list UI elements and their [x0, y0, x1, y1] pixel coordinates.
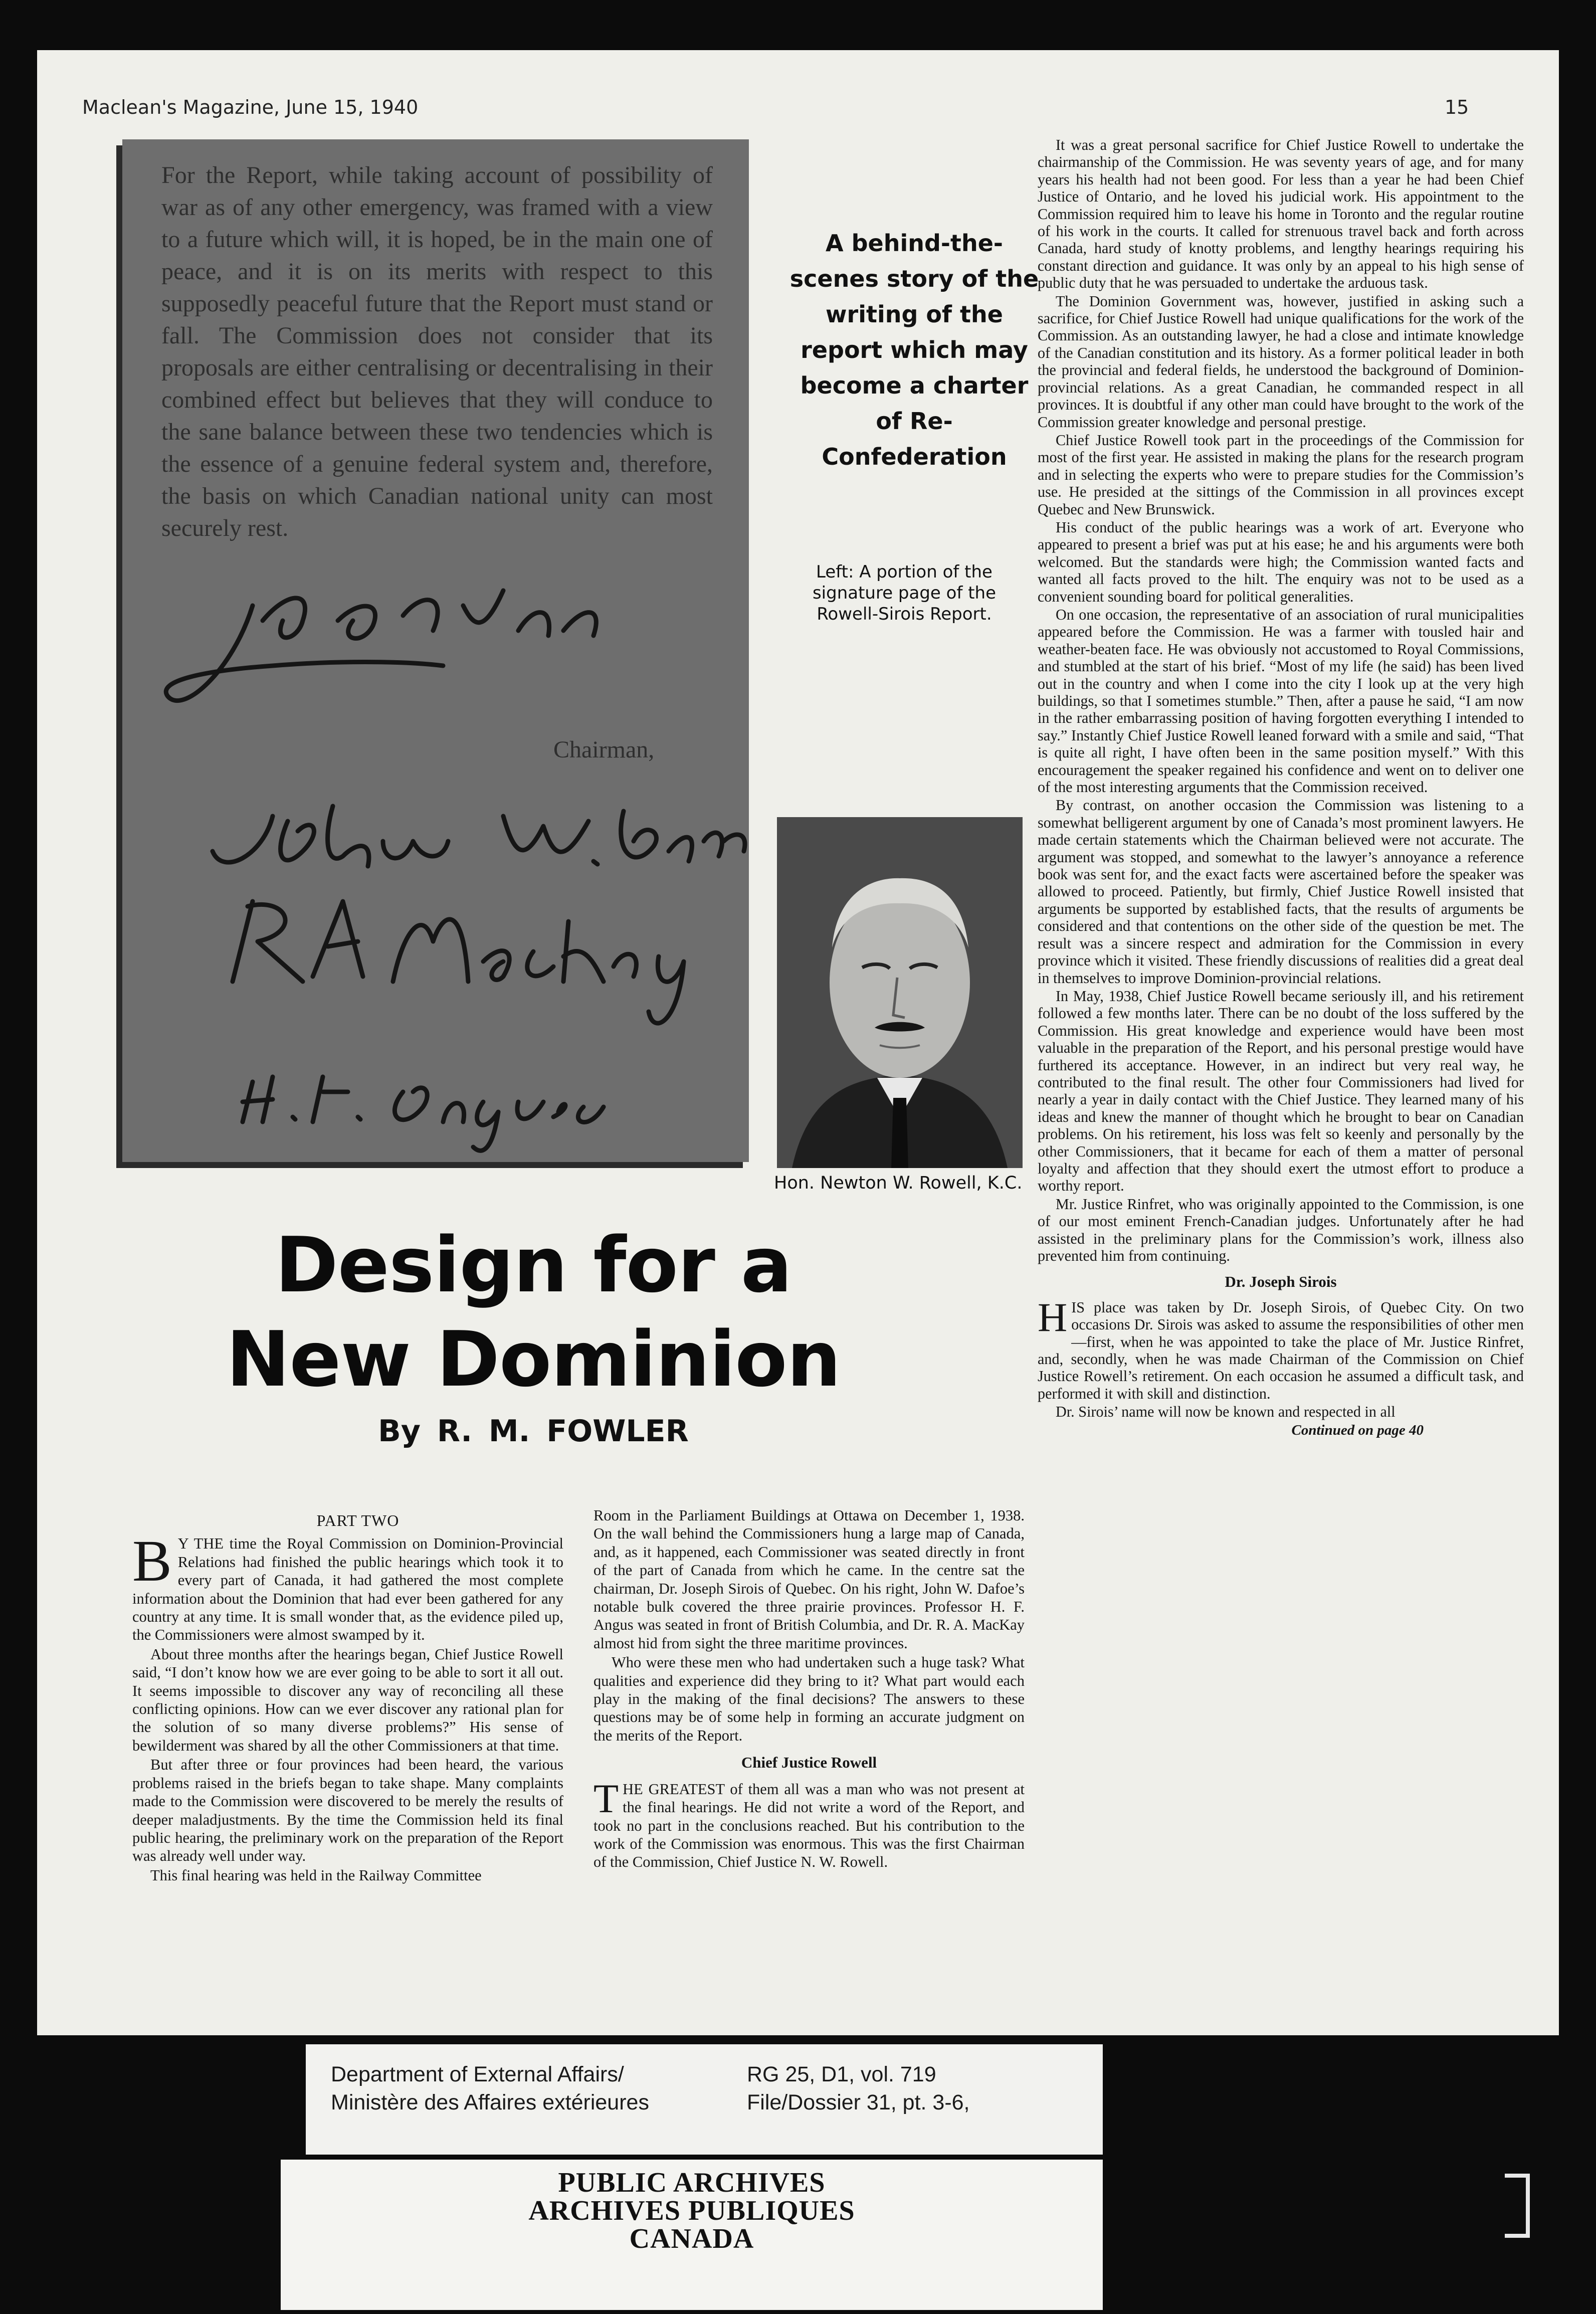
subhead-rowell: Chief Justice Rowell [741, 1754, 877, 1772]
paragraph: But after three or four provinces had been heard, the various problems raised in the briefs began to take shape. Many complaints made to the Commission were discovered to be merely the results of deeper maladjustments. By the time the Commission held its final public hearing, the preliminary work on the preparation of the Report was already well under way. [132, 1756, 563, 1865]
headline [117, 1218, 949, 1407]
paragraph: By contrast, on another occasion the Commission was listening to a somewhat belligerent argument by one of Canada’s most prominent lawyers. He made certain statements which the Chairman believed were not accurate. The argument was stopped, and somewhat to the lawyer’s annoyance a reference book was sent for, and the exact facts were ascertained before the speaker was allowed to proceed. Patiently, but firmly, Chief Justice Rowell insisted that arguments be supported by established facts, that the results of arguments be considered and that contentions on the other side of the question be met. The result was a sincere respect and admiration for the Commission in every province which it visited. These friendly discussions of realities did a great deal in themselves to improve Dominion-provincial relations. [1038, 797, 1524, 987]
ref-volume: RG 25, D1, vol. 719 [747, 2062, 936, 2086]
paragraph: Dr. Sirois’ name will now be known and respected in all [1056, 1403, 1395, 1421]
paragraph: In May, 1938, Chief Justice Rowell became seriously ill, and his retirement followed a few months later. There can be no doubt of the loss suffered by the Commission. His great knowledge and experience would have been most valuable in the preparation of the Report, and his personal prestige would have furthered its acceptance. However, in an indirect but very real way, he contributed to the final result. The other four Commissioners had lived for nearly a year in daily contact with the Chief Justice. They learned many of his ideas and knew the manner of thought which he brought to bear on Canadian problems. On his retirement, his loss was felt so keenly and personally by the other Commissioners, that it became for each of them a matter of personal loyalty and affection that they should exert the utmost effort to produce a worthy report. [1038, 987, 1524, 1195]
dept-en: Department of External Affairs/ [331, 2062, 624, 2086]
archives-line-1: PUBLIC ARCHIVES [558, 2167, 826, 2198]
subhead-sirois: Dr. Joseph Sirois [1225, 1273, 1337, 1291]
drop-cap: T [593, 1775, 619, 1821]
archives-label [281, 2160, 1103, 2310]
paragraph: The Dominion Government was, however, justified in asking such a sacrifice, for Chief Justice Rowell had unique qualifications for the work of the Commission. As an outstanding lawyer, he had a close and intimate knowledge of the Canadian constitution and its history. As a former political leader in both the provincial and federal fields, he understood the background of Dominion-provincial relations. As a great Canadian, he commanded respect in all provinces. It is doubtful if any other man could have brought to the work of the Commission greater knowledge and personal prestige. [1038, 292, 1524, 431]
paragraph: HIS place was taken by Dr. Joseph Sirois, of Quebec City. On two occasions Dr. Sirois was asked to assume the responsibilities of other men—first, when he was appointed to take the place of Mr. Justice Rinfret, and, secondly, when he was made Chairman of the Commission on Chief Justice Rowell’s retirement. On each occasion he assumed a difficult task, and performed it with skill and distinction. [1038, 1294, 1524, 1402]
corner-frame-mark-icon [1499, 2171, 1534, 2241]
headline-line-1: Design for a [275, 1221, 792, 1309]
magazine-page [37, 50, 1559, 2035]
running-header: Maclean's Magazine, June 15, 1940 [82, 96, 419, 118]
paragraph: This final hearing was held in the Railway Committee [150, 1866, 482, 1884]
chairman-label: Chairman, [553, 736, 655, 763]
paragraph: Chief Justice Rowell took part in the proceedings of the Commission for most of the first year. He assisted in making the plans for the research program and in selecting the experts who were to prepare studies for the Commission’s use. He presided at the sittings of the Commission in all provinces except Quebec and New Brunswick. [1038, 431, 1524, 518]
report-excerpt: For the Report, while taking account of possibility of war as of any other emergency, was framed with a view to a future which will, it is hoped, be in the main one of peace, and it is on its merits with respect to this supposedly peaceful future that the Report must stand or fall. The Commission does not consider that its proposals are either centralising or decentralising in their combined effect but believes that they will conduce to the sane balance between these two tendencies which is the essence of a genuine federal system and, therefore, the basis on which Canadian national unity can most securely rest. [161, 162, 713, 541]
dept-fr: Ministère des Affaires extérieures [331, 2090, 649, 2114]
paragraph: His conduct of the public hearings was a work of art. Everyone who appeared to present a brief was put at his ease; he and his arguments were both welcomed. But the standards were high; the Commission wanted facts and wanted all facts proved to the hilt. The enquiry was not to be used as a convenient sounding board for political generalities. [1038, 518, 1524, 605]
signature-page-photo [122, 139, 749, 1162]
portrait-photo [777, 817, 1023, 1168]
paragraph: THE GREATEST of them all was a man who was not present at the final hearings. He did not write a word of the Report, and took no part in the conclusions reached. But his contribution to the work of the Commission was enormous. This was the first Chairman of the Commission, Chief Justice N. W. Rowell. [593, 1775, 1025, 1871]
portrait-caption: Hon. Newton W. Rowell, K.C. [774, 1173, 1023, 1193]
archives-line-2: ARCHIVES PUBLIQUES [528, 2195, 855, 2226]
article-column-2 [593, 1506, 1025, 1872]
drop-cap: B [132, 1528, 172, 1594]
article-column-3 [1038, 136, 1524, 1439]
ref-file: File/Dossier 31, pt. 3-6, [747, 2090, 970, 2114]
signature-caption: Left: A portion of the signature page of the Rowell-Sirois Report. [812, 562, 996, 624]
drop-cap: H [1038, 1294, 1068, 1340]
signature-angus [243, 1077, 604, 1150]
archive-reference-card [306, 2044, 1103, 2155]
byline: By R. M. FOWLER [378, 1414, 689, 1449]
signature-sirois [166, 591, 596, 701]
article-column-1 [132, 1511, 563, 1885]
signature-dafoe [213, 806, 745, 866]
paragraph: About three months after the hearings began, Chief Justice Rowell said, “I don’t know how we are ever going to be able to sort it all out. It seems impossible to discover any way of reconciling all these conflicting opinions. How can we ever discover any rational plan for the solution of so many diverse problems?” His sense of bewilderment was shared by all the other Commissioners at that time. [132, 1645, 563, 1754]
handwritten-signatures [122, 139, 749, 1162]
portrait-rowell [777, 817, 1023, 1168]
article-deck: A behind-the-scenes story of the writing of the report which may become a charter of Re-Confederation [789, 230, 1039, 470]
paragraph: On one occasion, the representative of an association of rural municipalities appeared before the Commission. He was a farmer with tousled hair and weather-beaten face. He was obviously not accustomed to Royal Commissions, and stumbled at the start of his brief. “Most of my life (he said) has been lived out in the country and when I come into the city I look up at the very high buildings, so that I sometimes stumble.” Then, after a pause he said, “I am now in the rather embarrassing position of having forgotten everything I intended to say.” Instantly Chief Justice Rowell leaned forward with a smile and said, “That is quite all right, I have often been in the same position myself.” With this encouragement the speaker regained his confidence and went on to deliver one of the most interesting arguments that the Commission received. [1038, 606, 1524, 796]
signature-mackay [233, 901, 684, 1023]
paragraph: Mr. Justice Rinfret, who was originally appointed to the Commission, is one of our most eminent French-Canadian judges. Unfortunately after he had assisted in the preliminary plans for the Commission’s work, illness also prevented him from continuing. [1038, 1195, 1524, 1264]
headline-line-2: New Dominion [226, 1315, 841, 1404]
paragraph: Room in the Parliament Buildings at Ottawa on December 1, 1938. On the wall behind the Commissioners hung a large map of Canada, and, as it happened, each Commissioner was seated directly in front of the part of Canada from which he came. In the centre sat the chairman, Dr. Joseph Sirois of Quebec. On his right, John W. Dafoe’s notable bulk covered the three prairie provinces. Professor H. F. Angus was seated in front of British Columbia, and Dr. R. A. MacKay almost hid from sight the three maritime provinces. [593, 1507, 1025, 1652]
paragraph: B Y THE time the Royal Commission on Dominion-Provincial Relations had finished the public hearings which took it to every part of Canada, it had gathered the most complete information about the Dominion that had ever been gathered for any country at any time. It is small wonder that, as the evidence piled up, the Commissioners were almost swamped by it. [132, 1528, 563, 1644]
page-number: 15 [1445, 96, 1469, 118]
archives-line-3: CANADA [629, 2223, 754, 2254]
paragraph: It was a great personal sacrifice for Chief Justice Rowell to undertake the chairmanship of the Commission. He was seventy years of age, and for many years his health had not been good. For less than a year he had been Chief Justice of Ontario, and he loved his judicial work. His appointment to the Commission required him to leave his home in Toronto and the regular routine of his work in the courts. It called for strenuous travel back and forth across Canada, hard study of knotty problems, and lengthy hearings requiring his constant direction and guidance. It was only by an appeal to his high sense of public duty that he was persuaded to undertake the arduous task. [1038, 136, 1524, 292]
continued-note: Continued on page 40 [1291, 1422, 1424, 1438]
part-label: PART TWO [316, 1511, 400, 1529]
paragraph: Who were these men who had undertaken such a huge task? What qualities and experience did they bring to it? What part would each play in the making of the final decisions? The answers to these questions may be of some help in forming an accurate judgment on the merits of the Report. [593, 1654, 1025, 1744]
